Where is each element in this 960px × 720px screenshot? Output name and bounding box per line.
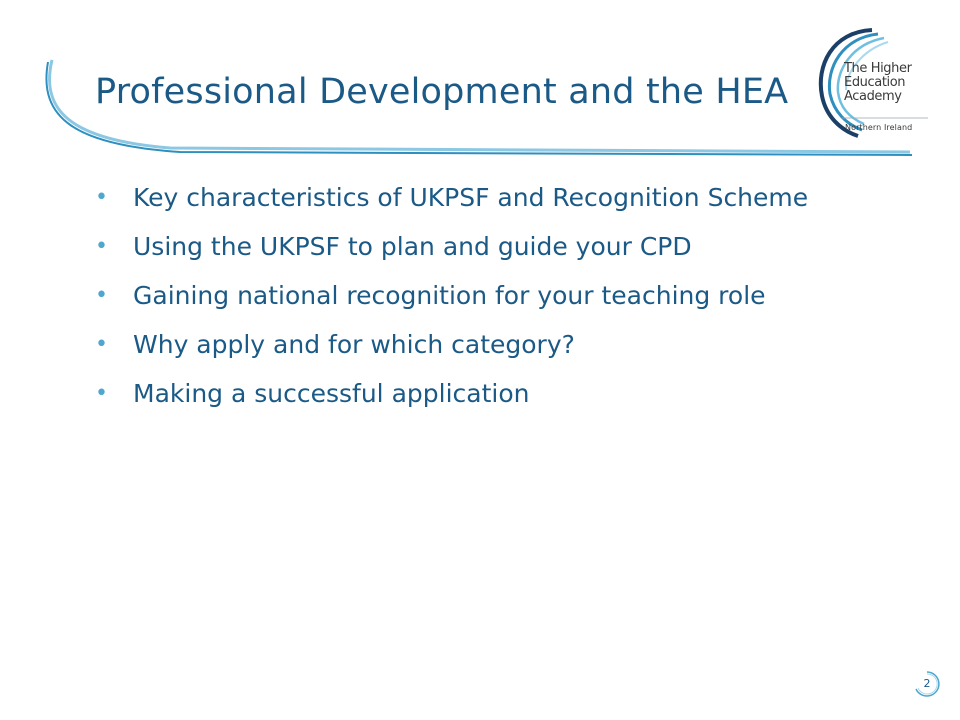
bullet-dot-icon: • <box>95 381 108 406</box>
bullet-dot-icon: • <box>95 185 108 210</box>
bullet-text: Why apply and for which category? <box>133 330 575 359</box>
bullet-dot-icon: • <box>95 332 108 357</box>
logo-line-3: Academy <box>844 89 902 104</box>
logo-subtitle: Northern Ireland <box>845 123 913 132</box>
bullet-dot-icon: • <box>95 283 108 308</box>
bullet-text: Key characteristics of UKPSF and Recognition Scheme <box>133 183 809 212</box>
bullet-text: Gaining national recognition for your teaching role <box>133 281 766 310</box>
bullet-item <box>95 180 855 215</box>
bullet-item <box>95 278 855 313</box>
slide-title: Professional Development and the HEA <box>95 72 789 112</box>
bullet-text: Using the UKPSF to plan and guide your CPD <box>133 232 692 261</box>
bullet-dot-icon: • <box>95 234 108 259</box>
logo-text <box>844 62 912 104</box>
page-number: 2 <box>923 677 931 690</box>
bullet-list <box>95 180 855 425</box>
bullet-item <box>95 376 855 411</box>
logo-line-2: Education <box>844 75 906 90</box>
logo-line-1: The Higher <box>844 61 912 76</box>
bullet-item <box>95 327 855 362</box>
bullet-text: Making a successful application <box>133 379 530 408</box>
bullet-item <box>95 229 855 264</box>
